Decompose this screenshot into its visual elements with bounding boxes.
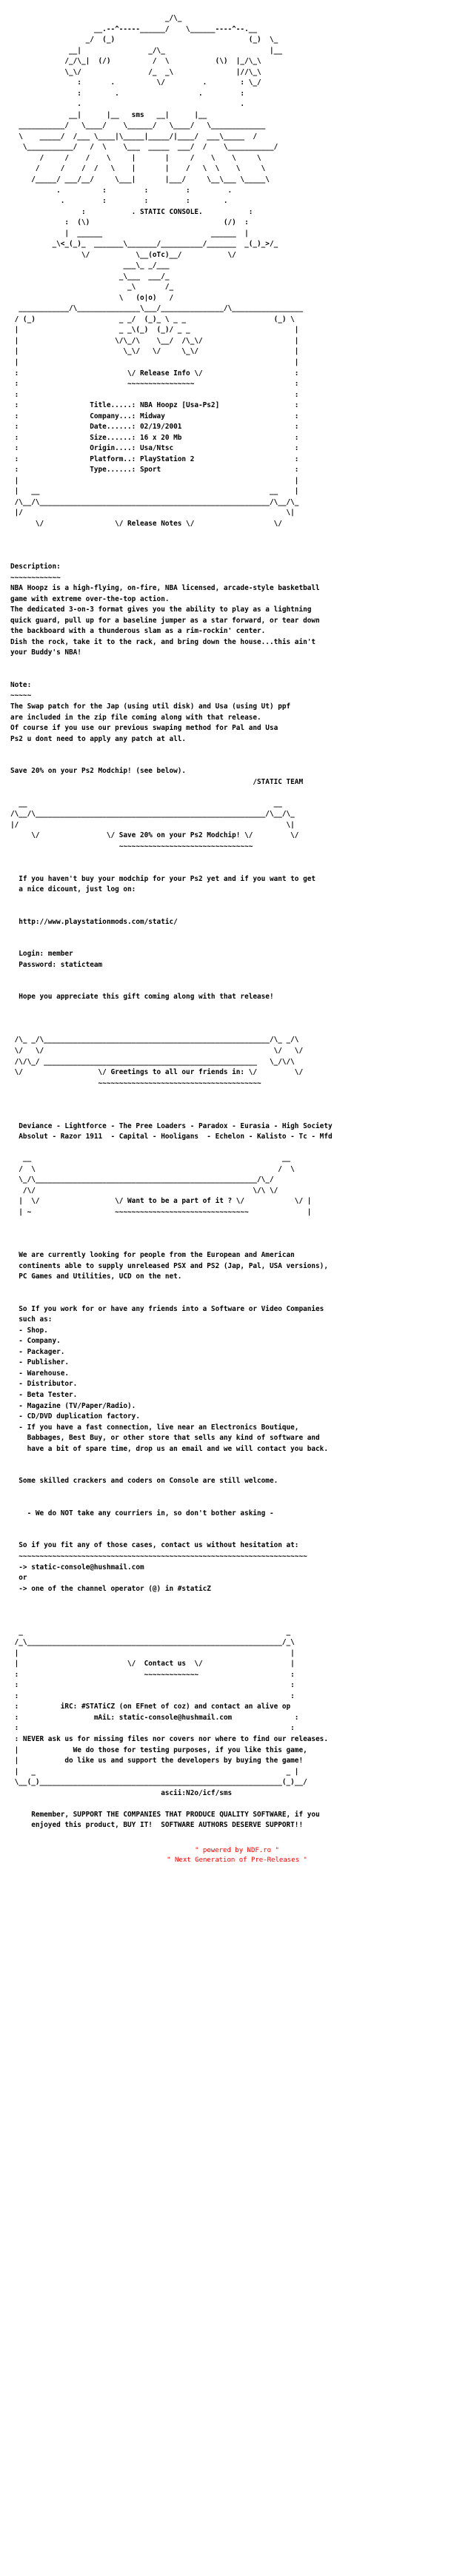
footer-powered-by: " powered by NDF.ro " [195,1846,279,1854]
footer-tagline: " Next Generation of Pre-Releases " [167,1856,307,1865]
footer [0,1846,474,1866]
nfo-text: _/\_ __.--^-----______/ \______----^--.__ _/ (_) (_) \_ __| _/\_ |__ /_/\_| (/) / \ (\) |_/\_\ \_\/ /_ _\ |//\_\ : . \/ . : \_/ : . . : . . __| |__ sms __| |__ ___________/ \____/ \______/ \____/ \_____________ \ _____/ /___ \____|\_____|_____/|____/ ___\_____ / \___________/ / \ \___ _____ ___/ / \___________/ / / / \ | | / \ \ \ / / / / \ | | / \ \ \ \ /_____/ ___/__/ \___| |___/ \__\___ \_____\ . : : : . . : : : . : . STATIC CONSOLE. : : (\) (/) : | ______ ______ | _\<_(_)_ _______\_______/__________/_______ _(_)_>/_ \/ \__(oTc)__/ \/ ___\_ _/___ _\___ ___/_ _\ /_ \ (o|o) / ____________/\_______________\___/_______________/\_________________ / (_) _ _/ (_)_ \ _ _ (_) \ | _ _\(_) (_)/ _ _ | | \/\_/\ \__/ /\_\/ | | \_\/ \/ \_\/ | | | : \/ Release Info \/ : : ~~~~~~~~~~~~~~~~ : : : : Title.....: NBA Hoopz [Usa-Ps2] : : Company...: Midway : : Date......: 02/19/2001 : : Size......: 16 x 20 Mb : : Origin....: Usa/Ntsc : : Platform..: PlayStation 2 : : Type......: Sport : | | | __ __ | /\__/\_______________________________________________________/\__/\_ |/ \| \/ \/ Release Notes \/ \/ Description: ~~~~~~~~~~~~ NBA Hoopz is a high-flying, on-fire, NBA licensed, arcade-style basketball game with extreme over-the-top action. The dedicated 3-on-3 format gives you the ability to play as a lightning quick guard, pull up for a baseline jumper as a star forward, or tear down the backboard with a thunderous slam as a rim-rockin' center. Dish the rock, take it to the rack, and bring down the house...this ain't your Buddy's NBA! Note: ~~~~~ The Swap patch for the Jap (using util disk) and Usa (using Ut) ppf are included in the zip file coming along with that release. Of course if you use our previous swaping method for Pal and Usa Ps2 u dont need to apply any patch at all. Save 20% on your Ps2 Modchip! (see below). /STATIC TEAM __ __ /\__/\_______________________________________________________/\__/\_ |/ \| \/ \/ Save 20% on your Ps2 Modchip! \/ \/ ~~~~~~~~~~~~~~~~~~~~~~~~~~~~~~~~ If you haven't buy your modchip for your Ps2 yet and if you want to get a nice dicount, just log on: http://www.playstationmods.com/static/ Login: member Password: staticteam Hope you appreciate this gift coming along with that release! /\_ _/\______________________________________________________/\_ _/\ \/ \/ \/ \/ /\/\_/ ___________________________________________________ \_/\/\ \/ \/ Greetings to all our friends in: \/ \/ ~~~~~~~~~~~~~~~~~~~~~~~~~~~~~~~~~~~~~~~ Deviance - Lightforce - The Pree Loaders - Paradox - Eurasia - High Society Absolut - Razor 1911 - Capital - Hooligans - Echelon - Kalisto - Tc - Mfd __ __ / \ / \ \_/\_____________________________________________________/\_/ /\/ \/\ \/ | \/ \/ Want to be a part of it ? \/ \/ | | ~ ~~~~~~~~~~~~~~~~~~~~~~~~~~~~~~~~ | We are currently looking for people from the European and American continents able to supply unreleased PSX and PS2 (Jap, Pal, USA versions), PC Games and Utilities, UCD on the net. So If you work for or have any friends into a Software or Video Companies such as: - Shop. - Company. - Packager. - Publisher. - Warehouse. - Distributor. - Beta Tester. - Magazine (TV/Paper/Radio). - CD/DVD duplication factory. - If you have a fast connection, live near an Electronics Boutique, Babbages, Best Buy, or other store that sells any kind of software and have a bit of spare time, drop us an email and we will contact you back. Some skilled crackers and coders on Console are still welcome. - We do NOT take any courriers in, so don't bother asking - So if you fit any of those cases, contact us without hesitation at: ~~~~~~~~~~~~~~~~~~~~~~~~~~~~~~~~~~~~~~~~~~~~~~~~~~~~~~~~~~~~~~~~~~~~~ -> static-console@hushmail.com or -> one of the channel operator (@) in #staticZ _ _ /_\_____________________________________________________________/_\ | | | \/ Contact us \/ | : ~~~~~~~~~~~~~ : : : : : : iRC: #STATiCZ (on EFnet of coz) and contact an alive op : mAiL: static-console@hushmail.com : : : : NEVER ask us for missing files nor covers nor where to find our releases. | We do those for testing purposes, if you like this game, | do like us and support the developers by buying the game! | _ _ | \__(_)__________________________________________________________(_)__/ ascii:N2o/icf/sms Remember, SUPPORT THE COMPANIES THAT PRODUCE QUALITY SOFTWARE, if you enjoyed this product, BUY IT! SOFTWARE AUTHORS DESERVE SUPPORT!! [10,14,333,1830]
